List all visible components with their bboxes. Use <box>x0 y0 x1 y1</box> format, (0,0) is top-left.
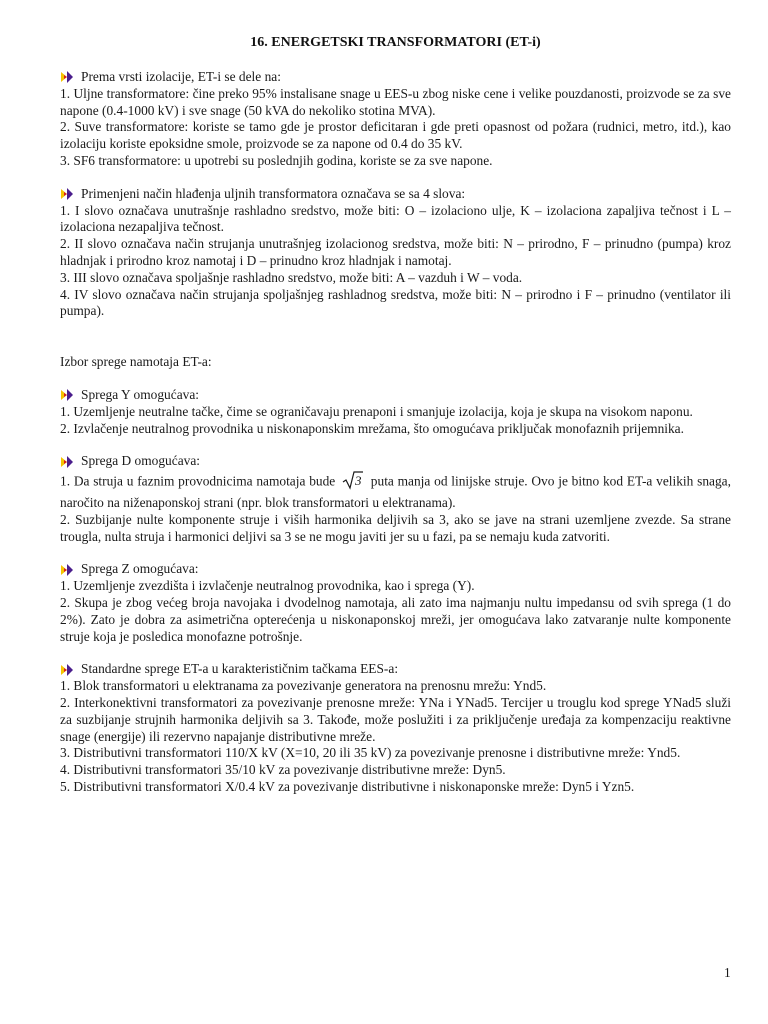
section-heading: Sprega Z omogućava: <box>81 561 199 577</box>
sqrt-value: 3 <box>355 473 362 489</box>
list-item: 1. Uzemljenje neutralne tačke, čime se ograničavaju prenaponi i smanjuje izolacija, koja je skupa na visokom naponu. <box>60 403 693 419</box>
arrow-bullet-icon <box>60 663 74 677</box>
section-heading: Prema vrsti izolacije, ET-i se dele na: <box>81 69 281 84</box>
section-sprega-d <box>60 453 731 545</box>
list-item: 1. I slovo označava unutrašnje rashladno sredstvo, može biti: O – izolaciono ulje, K – izolaciona zapaljiva tečnost i L – izolaciona nezapaljiva tečnost. <box>60 202 731 235</box>
section-insulation <box>60 69 731 170</box>
list-item: 1. Uzemljenje zvezdišta i izvlačenje neutralnog provodnika, kao i sprega (Y). <box>60 578 475 594</box>
list-item <box>60 470 731 512</box>
list-item: 4. IV slovo označava način strujanja spoljašnjeg rashladnog sredstva, može biti: N – prirodno i F – prinudno (ventilator ili pumpa). <box>60 286 731 319</box>
list-item: 1. Blok transformatori u elektranama za povezivanje generatora na prenosnu mrežu: Ynd5. <box>60 678 547 694</box>
section-sprega-z <box>60 561 731 645</box>
section-heading: Primenjeni način hlađenja uljnih transformatora označava se sa 4 slova: <box>81 185 466 201</box>
sqrt-symbol <box>342 470 364 495</box>
list-item: 2. Suve transformatore: koriste se tamo gde je prostor deficitaran i gde preti opasnost od požara (rudnici, metro, itd.), kao izolaciju koriste epoksidne smole, proizvode se za napone od 0.4 do 35 kV. <box>60 119 731 152</box>
section-sprega-y <box>60 387 731 437</box>
section-heading: Standardne sprege ET-a u karakterističnim tačkama EES-a: <box>81 661 399 677</box>
item-text: 1. Da struja u faznim provodnicima namotaja bude <box>60 473 336 489</box>
list-item: 1. Uljne transformatore: čine preko 95% instalisane snage u EES-u zbog niske cene i velike pouzdanosti, proizvode se za sve napone (0.4-1000 kV) i sve snage (50 kVA do nekoliko stotina MVA). <box>60 85 731 118</box>
list-item: 2. Izvlačenje neutralnog provodnika u niskonaponskim mrežama, što omogućava priključak monofaznih prijemnika. <box>60 420 684 436</box>
arrow-bullet-icon <box>60 187 74 201</box>
section-heading: Sprega Y omogućava: <box>81 386 199 402</box>
section-cooling <box>60 186 731 320</box>
document-title: 16. ENERGETSKI TRANSFORMATORI (ET-i) <box>250 35 541 50</box>
section-heading: Sprega D omogućava: <box>81 453 200 469</box>
arrow-bullet-icon <box>60 388 74 402</box>
list-item: 3. III slovo označava spoljašnje rashladno sredstvo, može biti: A – vazduh i W – voda. <box>60 269 523 285</box>
list-item: 3. Distributivni transformatori 110/X kV (X=10, 20 ili 35 kV) za povezivanje prenosne i distributivne mreže: Ynd5. <box>60 745 681 761</box>
list-item: 2. Skupa je zbog većeg broja navojaka i dvodelnog namotaja, ali zato ima najmanju nultu impedansu od svih sprega (1 do 2%). Zato je dobra za asimetrična opterećenja u niskonaponskoj mreži, jer omogućava lako zatvaranje nulte komponente struje koja je posledica monofazne potrošnje. <box>60 594 731 644</box>
item-text: puta manja od linijske struje. Ovo je bitno kod ET-a velikih snaga, naročito na niženaponskoj strani (npr. blok transformatori u elektranama). <box>60 473 731 510</box>
list-item: 2. II slovo označava način strujanja unutrašnjeg izolacionog sredstva, može biti: N – prirodno, F – prinudno (pumpa) kroz hladnjak i prirodno kroz namotaj i D – prinudno kroz hladnjak i namotaj. <box>60 236 731 268</box>
list-item: 4. Distributivni transformatori 35/10 kV za povezivanje distributivne mreže: Dyn5. <box>60 762 506 778</box>
list-item: 2. Interkonektivni transformatori za povezivanje prenosne mreže: YNa i YNad5. Tercijer u trouglu kod sprege YNad5 služi za suzbijanje strujnih harmonika deljivih sa 3. Takođe, može poslužiti i za priključenje uređaja za kompenzaciju reaktivne snage (energije) ili rezervno napajanje distributivne mreže. <box>60 694 731 744</box>
arrow-bullet-icon <box>60 455 74 469</box>
list-item: 3. SF6 transformatore: u upotrebi su poslednjih godina, koriste se za sve napone. <box>60 152 493 168</box>
page-number: 1 <box>724 965 731 980</box>
document-page <box>60 34 731 812</box>
arrow-bullet-icon <box>60 563 74 577</box>
arrow-bullet-icon <box>60 70 74 84</box>
sqrt-radical-icon <box>342 470 364 490</box>
list-item: 5. Distributivni transformatori X/0.4 kV za povezivanje distributivne i niskonaponske mreže: Dyn5 i Yzn5. <box>60 778 635 794</box>
list-item: 2. Suzbijanje nulte komponente struje i viših harmonika deljivih sa 3, ako se jave na strani uzemljene zvezde. Sa strane trougla, nulta struja i harmonici deljivi sa 3 se ne mogu javiti jer su u fazi, pa se nemaju kuda zatvoriti. <box>60 511 731 544</box>
plain-heading: Izbor sprege namotaja ET-a: <box>60 354 212 370</box>
section-standard-sprege <box>60 661 731 795</box>
